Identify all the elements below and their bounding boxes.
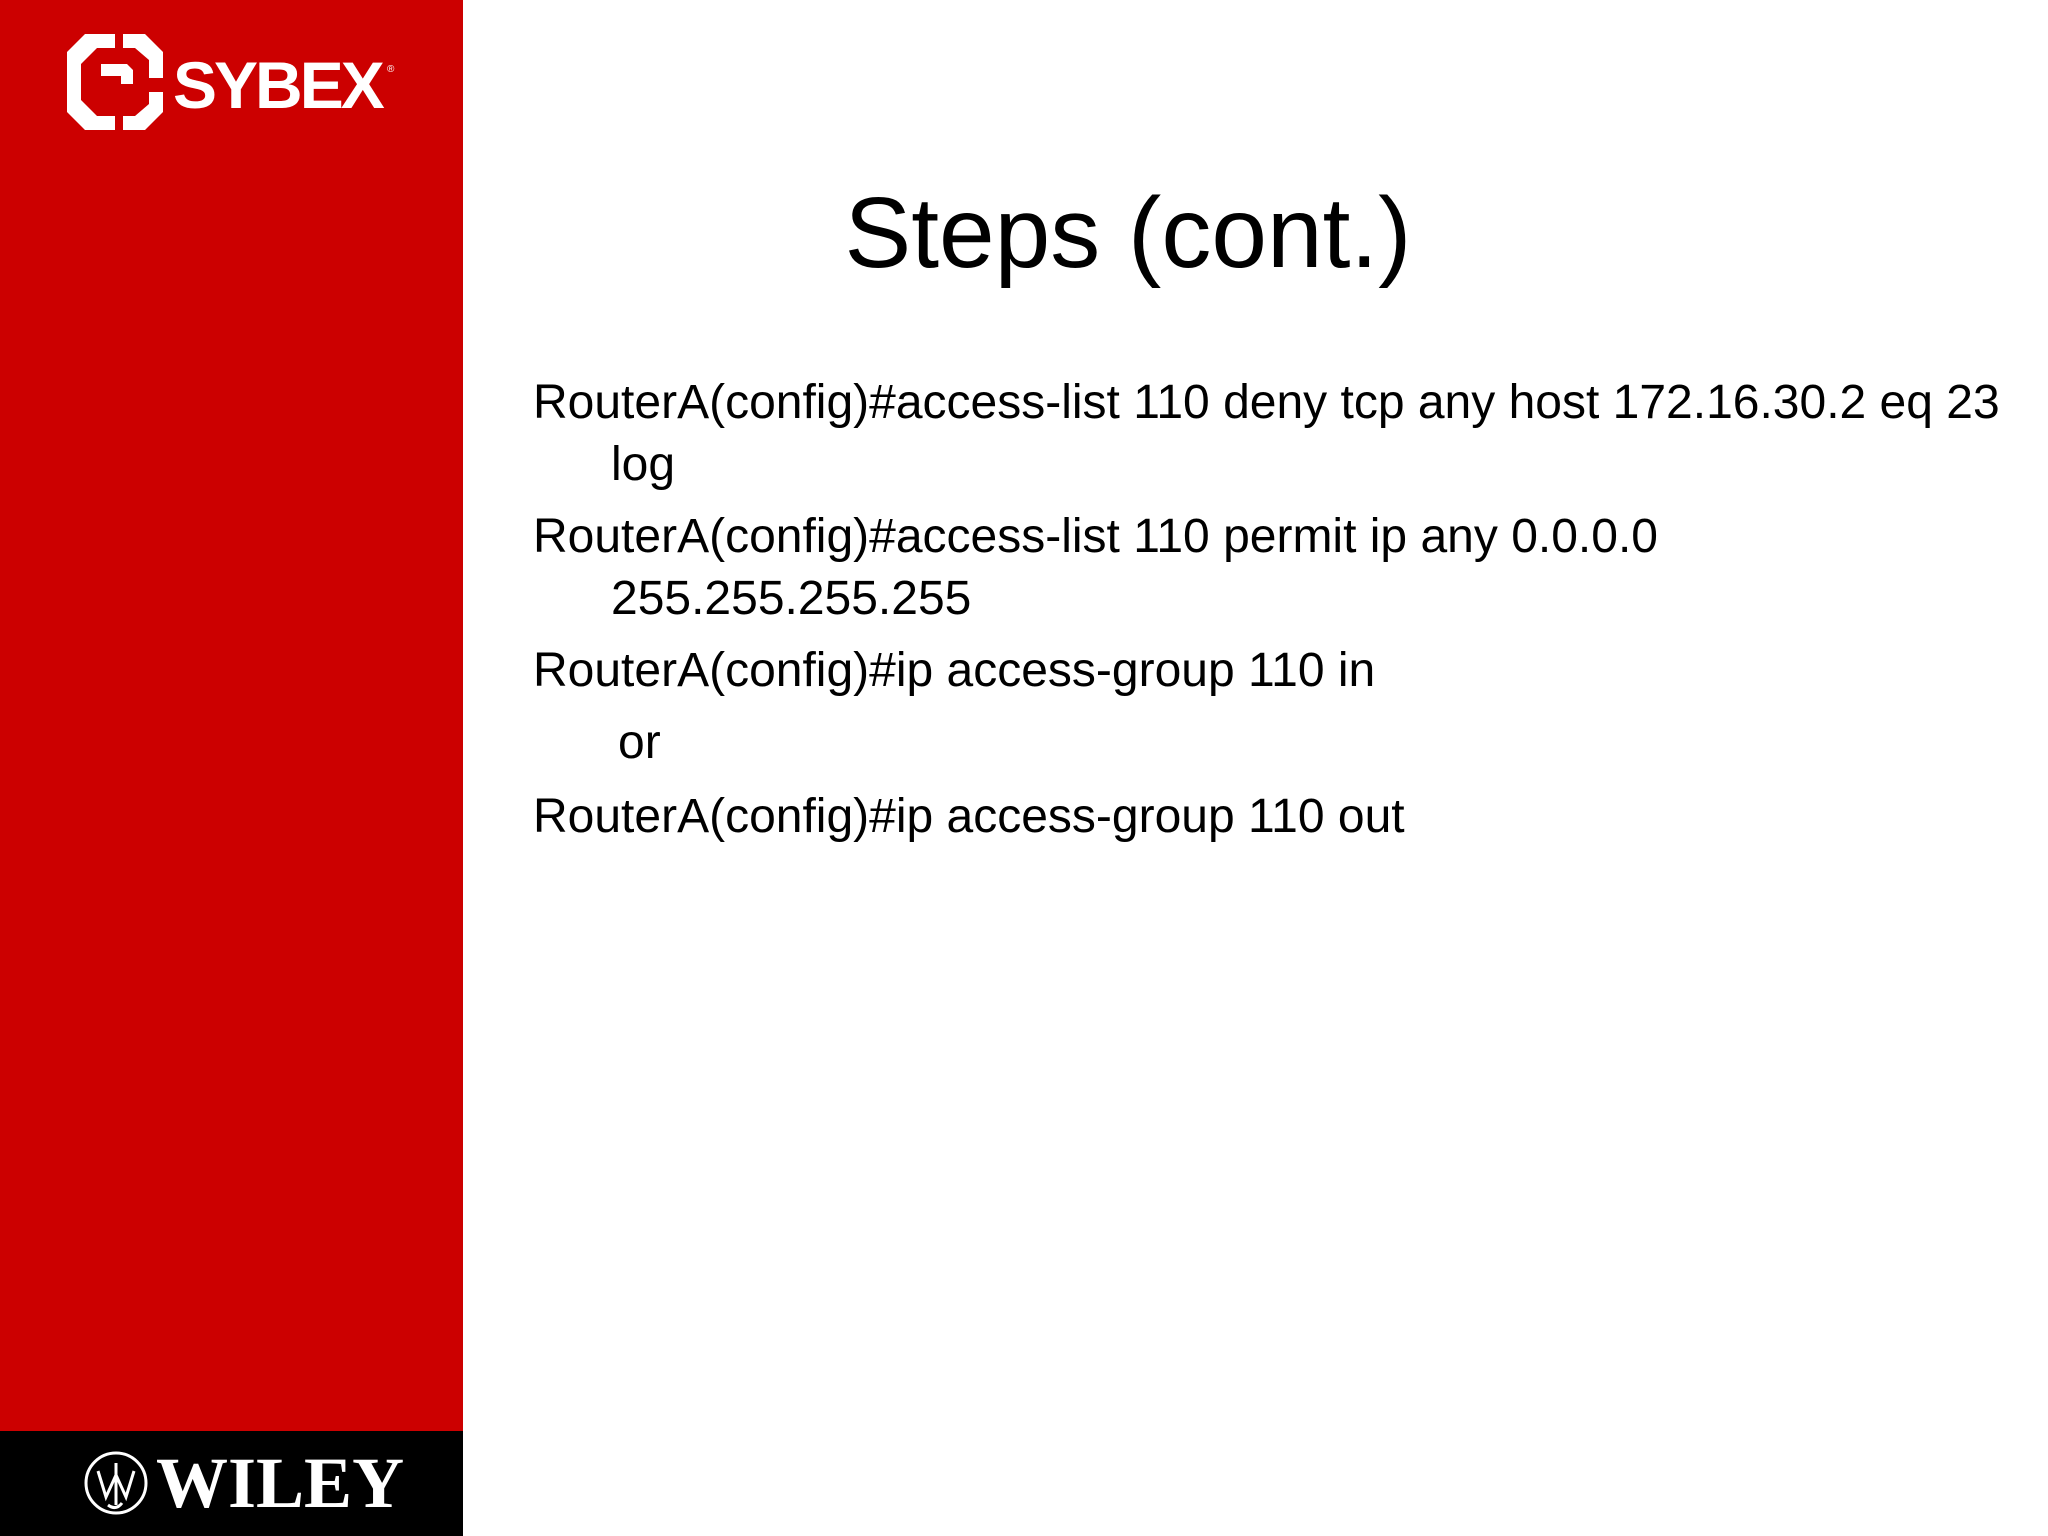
command-line-deny: RouterA(config)#access-list 110 deny tcp any host 172.16.30.2 eq 23 log (533, 376, 2000, 491)
registered-mark: ® (387, 64, 395, 75)
command-line-group-in: RouterA(config)#ip access-group 110 in (533, 644, 1376, 697)
sybex-logo (67, 34, 407, 134)
command-line-permit: RouterA(config)#access-list 110 permit ip any 0.0.0.0 255.255.255.255 (533, 510, 1658, 625)
wiley-seal-icon (82, 1449, 150, 1517)
wiley-logo (82, 1439, 405, 1529)
command-line-group-out: RouterA(config)#ip access-group 110 out (533, 790, 1405, 843)
sybex-mark-icon (67, 34, 163, 130)
slide-title: Steps (cont.) (844, 177, 1412, 289)
sybex-wordmark: SYBEX (173, 48, 382, 122)
command-list (533, 372, 2013, 858)
sidebar-footer (0, 1431, 463, 1536)
or-separator: or (618, 716, 661, 769)
wiley-wordmark: WILEY (156, 1443, 405, 1523)
sidebar (0, 0, 463, 1536)
